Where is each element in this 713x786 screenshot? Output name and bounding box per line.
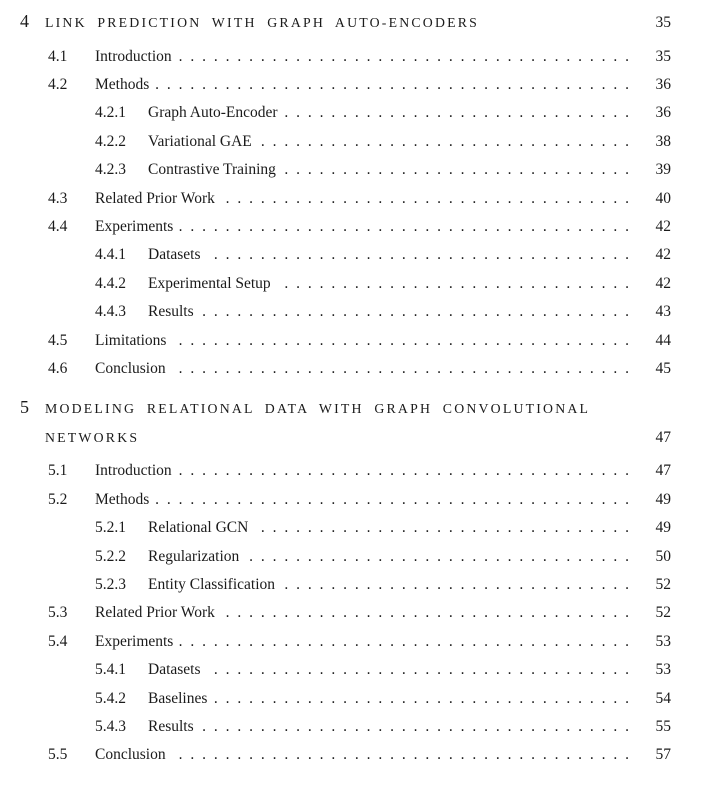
chapter-number: 5: [20, 397, 29, 418]
entry-title: Results: [148, 303, 194, 321]
toc-entry[interactable]: [20, 486, 671, 514]
dot-leader: [200, 713, 629, 741]
toc-entry[interactable]: [20, 128, 671, 156]
toc-entry[interactable]: [20, 241, 671, 269]
toc-entry[interactable]: [20, 713, 671, 741]
entry-number: 4.2.1: [95, 104, 126, 122]
entry-number: 5.2.1: [95, 519, 126, 537]
entry-title: Contrastive Training: [148, 161, 276, 179]
chapter-title-block: [45, 395, 671, 452]
toc-entry[interactable]: [20, 270, 671, 298]
entry-number: 5.1: [48, 462, 68, 480]
dot-leader: [254, 514, 629, 542]
entry-title: Experiments: [95, 632, 174, 650]
toc-entry[interactable]: [20, 213, 671, 241]
entry-page-number: 38: [655, 132, 671, 150]
entry-page-number: 42: [655, 217, 671, 235]
chapter-page-number: 47: [655, 428, 671, 446]
toc-entry[interactable]: [20, 156, 671, 184]
dot-leader: [155, 71, 629, 99]
entry-title: Methods: [95, 75, 150, 93]
entry-title: Baselines: [148, 689, 208, 707]
entry-title: Datasets: [148, 246, 201, 264]
entry-title: Experimental Setup: [148, 274, 271, 292]
entry-title: Variational GAE: [148, 132, 252, 150]
entry-number: 5.5: [48, 746, 68, 764]
chapter-title-line: [45, 424, 671, 453]
entry-page-number: 36: [655, 104, 671, 122]
entry-title: Regularization: [148, 547, 240, 565]
dot-leader: [178, 43, 629, 71]
toc-entry[interactable]: [20, 185, 671, 213]
entry-number: 4.3: [48, 189, 68, 207]
toc-entry[interactable]: [20, 298, 671, 326]
chapter-title: LINK PREDICTION WITH GRAPH AUTO-ENCODERS: [45, 15, 480, 30]
entry-title: Relational GCN: [148, 519, 249, 537]
chapter-title-block: [45, 9, 671, 38]
entry-page-number: 45: [655, 359, 671, 377]
entry-title: Datasets: [148, 661, 201, 679]
entry-number: 4.6: [48, 359, 68, 377]
entry-page-number: 53: [655, 661, 671, 679]
dot-leader: [179, 628, 629, 656]
chapter-title-line: [45, 395, 671, 424]
entry-title: Experiments: [95, 217, 174, 235]
entry-page-number: 36: [655, 75, 671, 93]
entry-number: 4.2.2: [95, 132, 126, 150]
entry-number: 4.4: [48, 217, 68, 235]
entry-number: 4.2: [48, 75, 68, 93]
entry-title: Limitations: [95, 331, 167, 349]
dot-leader: [281, 571, 629, 599]
toc-chapter-heading[interactable]: [20, 7, 671, 38]
entry-title: Methods: [95, 490, 150, 508]
entry-page-number: 44: [655, 331, 671, 349]
toc-entry[interactable]: [20, 543, 671, 571]
entry-page-number: 40: [655, 189, 671, 207]
entry-number: 5.4.1: [95, 661, 126, 679]
entry-title: Graph Auto-Encoder: [148, 104, 278, 122]
chapter-title: NETWORKS: [45, 429, 140, 445]
toc-entry[interactable]: [20, 99, 671, 127]
dot-leader: [172, 741, 629, 769]
dot-leader: [200, 298, 629, 326]
dot-leader: [213, 685, 629, 713]
entry-number: 5.4: [48, 632, 68, 650]
entry-page-number: 52: [655, 576, 671, 593]
entry-title: Conclusion: [95, 746, 166, 764]
toc-entry[interactable]: [20, 43, 671, 71]
toc-chapter-heading[interactable]: [20, 393, 671, 452]
entry-page-number: 43: [655, 303, 671, 321]
dot-leader: [221, 599, 629, 627]
entry-page-number: 49: [655, 490, 671, 508]
entry-page-number: 49: [655, 519, 671, 537]
entry-number: 4.5: [48, 331, 68, 349]
entry-title: Related Prior Work: [95, 189, 215, 207]
toc-chapter: [20, 7, 671, 383]
toc-entry[interactable]: [20, 599, 671, 627]
toc-entry[interactable]: [20, 628, 671, 656]
toc-entry[interactable]: [20, 741, 671, 769]
toc-chapter: [20, 393, 671, 769]
toc-entry[interactable]: [20, 514, 671, 542]
toc-entry[interactable]: [20, 327, 671, 355]
dot-leader: [207, 241, 629, 269]
entry-number: 5.3: [48, 604, 68, 622]
dot-leader: [284, 99, 629, 127]
entry-number: 4.2.3: [95, 161, 126, 179]
toc-entry[interactable]: [20, 355, 671, 383]
dot-leader: [282, 156, 629, 184]
entry-title: Results: [148, 718, 194, 736]
chapter-number: 4: [20, 11, 29, 31]
entry-page-number: 47: [655, 462, 671, 480]
chapter-entries: [20, 43, 671, 384]
chapter-title-line: [45, 9, 671, 38]
dot-leader: [258, 128, 629, 156]
entry-number: 4.4.1: [95, 246, 126, 264]
entry-number: 5.2.2: [95, 547, 126, 565]
toc-entry[interactable]: [20, 457, 671, 485]
entry-number: 4.4.2: [95, 274, 126, 292]
entry-page-number: 54: [655, 689, 671, 707]
table-of-contents: [20, 7, 671, 770]
dot-leader: [179, 213, 629, 241]
entry-title: Introduction: [95, 47, 172, 65]
entry-title: Entity Classification: [148, 576, 275, 593]
toc-entry[interactable]: [20, 571, 671, 599]
entry-number: 4.1: [48, 47, 68, 65]
dot-leader: [245, 543, 629, 571]
entry-page-number: 39: [655, 161, 671, 179]
dot-leader: [221, 185, 629, 213]
entry-number: 5.2.3: [95, 576, 126, 593]
dot-leader: [277, 270, 629, 298]
dot-leader: [172, 327, 629, 355]
chapter-page-number: 35: [655, 14, 671, 31]
toc-entry[interactable]: [20, 656, 671, 684]
chapter-title: MODELING RELATIONAL DATA WITH GRAPH CONVOLUTIONAL: [45, 401, 591, 417]
toc-entry[interactable]: [20, 71, 671, 99]
entry-page-number: 55: [655, 718, 671, 736]
entry-number: 5.2: [48, 490, 68, 508]
entry-number: 5.4.2: [95, 689, 126, 707]
entry-page-number: 52: [655, 604, 671, 622]
entry-page-number: 53: [655, 632, 671, 650]
entry-page-number: 35: [655, 47, 671, 65]
dot-leader: [207, 656, 629, 684]
entry-title: Related Prior Work: [95, 604, 215, 622]
dot-leader: [178, 457, 629, 485]
entry-title: Conclusion: [95, 359, 166, 377]
chapter-entries: [20, 457, 671, 769]
entry-number: 4.4.3: [95, 303, 126, 321]
entry-page-number: 42: [655, 274, 671, 292]
dot-leader: [172, 355, 629, 383]
entry-page-number: 57: [655, 746, 671, 764]
entry-number: 5.4.3: [95, 718, 126, 736]
entry-page-number: 42: [655, 246, 671, 264]
entry-page-number: 50: [655, 547, 671, 565]
entry-title: Introduction: [95, 462, 172, 480]
toc-entry[interactable]: [20, 685, 671, 713]
dot-leader: [155, 486, 629, 514]
